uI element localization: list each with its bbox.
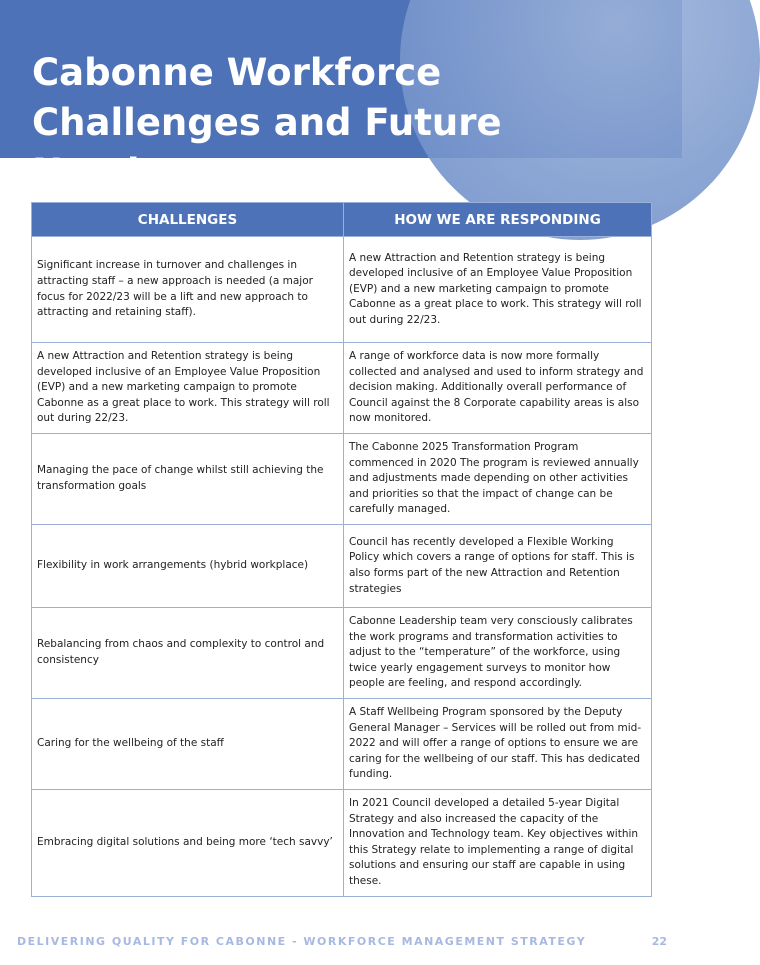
challenges-table [31, 202, 652, 897]
footer-text: DELIVERING QUALITY FOR CABONNE - WORKFORCE MANAGEMENT STRATEGY [17, 935, 587, 948]
page-footer [17, 935, 667, 948]
challenge-cell: Significant increase in turnover and challenges in attracting staff – a new approach is needed (a major focus for 2022/23 will be a lift and new approach to attracting and retaining staff). [32, 237, 344, 343]
response-cell: A new Attraction and Retention strategy is being developed inclusive of an Employee Value Proposition (EVP) and a new marketing campaign to promote Cabonne as a great place to work. This strategy will roll out during 22/23. [344, 237, 652, 343]
response-cell: The Cabonne 2025 Transformation Program commenced in 2020 The program is reviewed annually and adjustments made depending on other activities and priorities so that the impact of change can be carefully managed. [344, 434, 652, 525]
challenge-cell: Flexibility in work arrangements (hybrid workplace) [32, 525, 344, 608]
table-row [32, 699, 652, 790]
page-title [32, 48, 632, 198]
page-title-line2: Challenges and Future Needs [32, 101, 502, 194]
table-row [32, 343, 652, 434]
response-cell: In 2021 Council developed a detailed 5-year Digital Strategy and also increased the capacity of the Innovation and Technology team. Key objectives within this Strategy relate to implementing a range of digital solutions and ensuring our staff are capable in using these. [344, 790, 652, 897]
column-header-challenges: CHALLENGES [32, 203, 344, 237]
challenge-cell: A new Attraction and Retention strategy is being developed inclusive of an Employee Value Proposition (EVP) and a new marketing campaign to promote Cabonne as a great place to work. This strategy will roll out during 22/23. [32, 343, 344, 434]
header-banner [0, 0, 682, 194]
table-row [32, 434, 652, 525]
challenge-cell: Embracing digital solutions and being more ‘tech savvy’ [32, 790, 344, 897]
response-cell: A Staff Wellbeing Program sponsored by the Deputy General Manager – Services will be rolled out from mid-2022 and will offer a range of options to ensure we are caring for the wellbeing of our staff. This has dedicated funding. [344, 699, 652, 790]
response-cell: A range of workforce data is now more formally collected and analysed and used to inform strategy and decision making. Additionally overall performance of Council against the 8 Corporate capability areas is also now monitored. [344, 343, 652, 434]
page-number: 22 [651, 935, 667, 948]
table-row [32, 608, 652, 699]
table-row [32, 237, 652, 343]
challenge-cell: Managing the pace of change whilst still achieving the transformation goals [32, 434, 344, 525]
challenge-cell: Caring for the wellbeing of the staff [32, 699, 344, 790]
table-header-row [32, 203, 652, 237]
response-cell: Cabonne Leadership team very consciously calibrates the work programs and transformation activities to adjust to the “temperature” of the workforce, using twice yearly engagement surveys to monitor how people are feeling, and respond accordingly. [344, 608, 652, 699]
table-row [32, 790, 652, 897]
challenge-cell: Rebalancing from chaos and complexity to control and consistency [32, 608, 344, 699]
column-header-responding: HOW WE ARE RESPONDING [344, 203, 652, 237]
response-cell: Council has recently developed a Flexible Working Policy which covers a range of options for staff. This is also forms part of the new Attraction and Retention strategies [344, 525, 652, 608]
table-row [32, 525, 652, 608]
page-title-line1: Cabonne Workforce [32, 51, 442, 94]
